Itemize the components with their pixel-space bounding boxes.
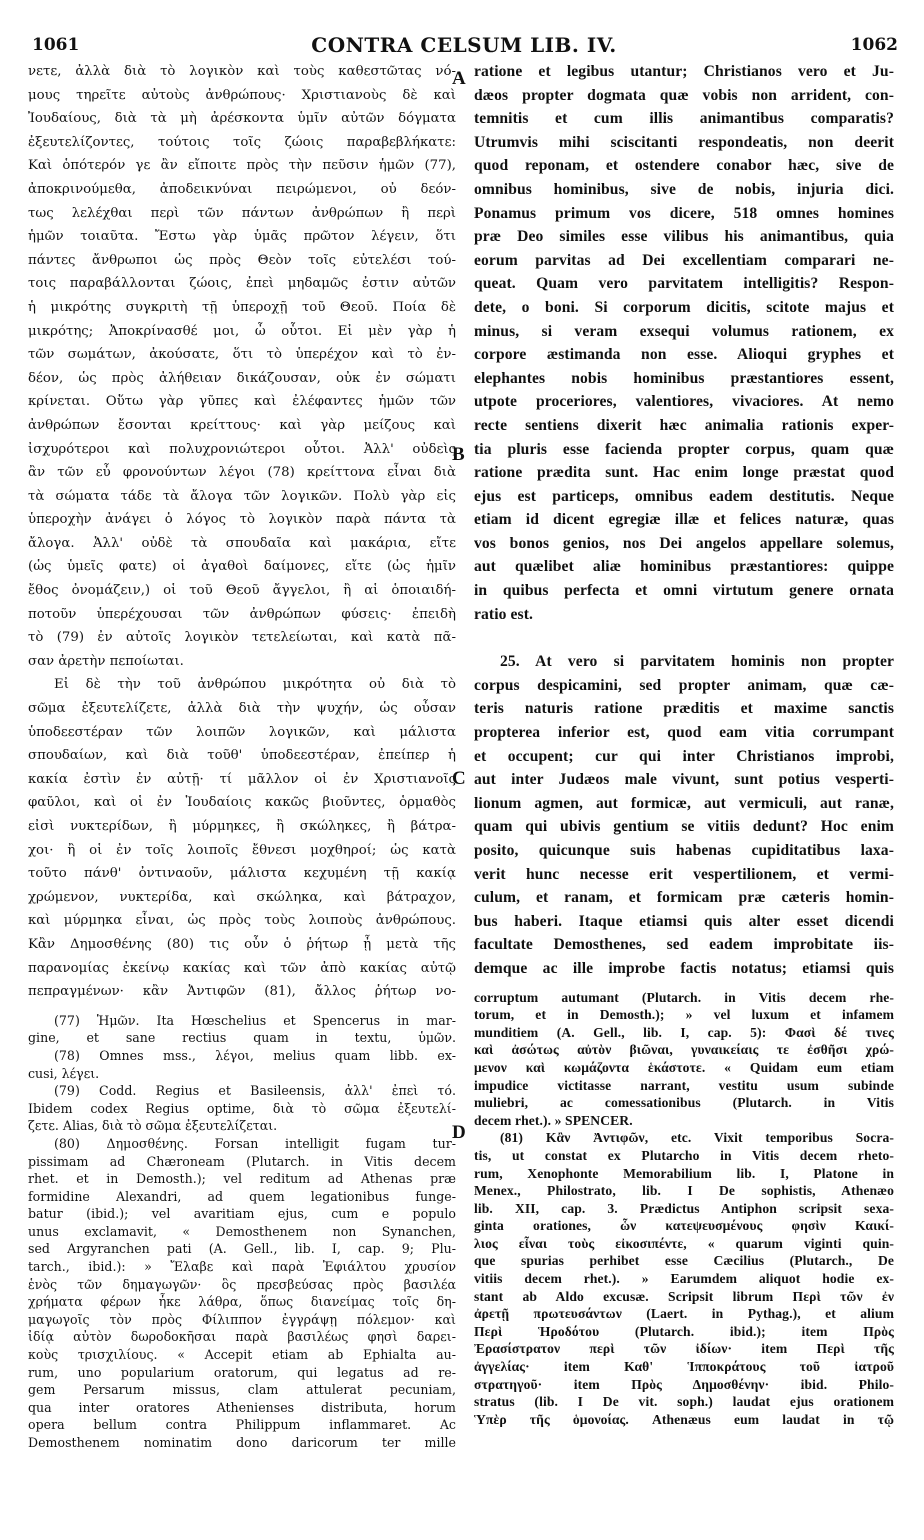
latin-text-line: eorum parvitas ad Dei excellentiam comparari ne- [474, 251, 894, 269]
greek-column [28, 60, 456, 1452]
greek-footnote-line: κοὺς τρισχιλίους. « Accepit etiam ab Ephialta au- [28, 1347, 456, 1363]
latin-text-line: ejus est particeps, omnibus eadem destitutis. Neque [474, 487, 894, 505]
greek-text-line: χρώμενον, νυκτερίδα, καὶ σκώληκα, καὶ βάτραχον, [28, 889, 456, 905]
latin-text-body [474, 60, 894, 981]
latin-text-line: utpote proceriores, valentiores, vivaciores. At nemo [474, 393, 894, 411]
margin-mark-d: D [452, 1122, 466, 1143]
latin-footnote-line: rum, Xenophonte Memorabilium lib. I, Platone in [474, 1165, 894, 1181]
latin-text-line: tia pluris esse facienda propter corpus, quam quæ [474, 440, 894, 458]
latin-text-line: teris naturis ratione præditis et maxime sanctis [474, 700, 894, 718]
latin-text-line: quam qui ubivis gentium se vitiis dedunt? Hoc enim [474, 818, 894, 836]
greek-text-line: ἄλογα. Ἀλλ' οὐδὲ τὰ σπουδαῖα καὶ μακάρια, εἴτε [28, 535, 456, 551]
latin-footnote-line: Ἐρασίστρατον περὶ τῶν ἰδίων· item Περὶ τῆς [474, 1341, 894, 1357]
greek-text-line: ἡμῶν τοιαῦτα. Ἔστω γὰρ ὑμᾶς πρῶτον λέγειν, ὅτι [28, 229, 456, 245]
latin-footnote-line: στρατηγοῦ· item Πρὸς Δημοσθένην· ibid. Philo- [474, 1376, 894, 1392]
latin-text-line: bus haberi. Itaque etiamsi quis alter esset dicendi [474, 912, 894, 930]
greek-footnote-line: tarch., ibid.): » Ἔλαβε καὶ παρὰ Ἐφιάλτου χρυσίον [28, 1259, 456, 1275]
latin-footnote-line: λιος εἶναι τοὺς εἰκοσιπέντε, « quarum viginti quin- [474, 1235, 894, 1251]
latin-text-line: facultate Demosthenes, sed eadem improbitate iis- [474, 936, 894, 954]
greek-text-line: ἀνθρώπων ἔσονται κρείττους· καὶ γὰρ μείζους καὶ [28, 417, 456, 433]
latin-text-line: aut quælibet aliæ hominibus præstantiores: quippe [474, 558, 894, 576]
greek-footnote-line: Ibidem codex Regius optime, διὰ τὸ σῶμα ἐξευτελί- [28, 1100, 456, 1116]
greek-text-line: καὶ μύρμηκα εἶναι, ὡς πρὸς τοὺς λοιποὺς ἀνθρώπους. [28, 913, 456, 929]
latin-footnote-line: ἀρετῇ πρωτευσάντων (Laert. in Pythag.), et alium [474, 1306, 894, 1322]
greek-text-line: ἰσχυρότεροι καὶ πολυχρονιώτεροι οὗτοι. Ἀλλ' οὐδεὶς [28, 441, 456, 457]
margin-mark-a: A [452, 68, 466, 89]
latin-footnote-line: munditiem (A. Gell., lib. I, cap. 5): Φασὶ δέ τινες [474, 1024, 894, 1040]
greek-footnote-line: (80) Δημοσθένης. Forsan intelligit fugam tur- [54, 1135, 456, 1151]
greek-text-line: Εἰ δὲ τὴν τοῦ ἀνθρώπου μικρότητα οὐ διὰ τὸ [54, 677, 456, 693]
greek-footnote-line: batur (ibid.); vel avaritiam ejus, cum e populo [28, 1206, 456, 1222]
latin-text-line: ratione prædita sunt. Hac enim longe præstat quod [474, 464, 894, 482]
latin-footnote-line: μενον καὶ κωμάζοντα ἑκάστοτε. « Quidam eum etiam [474, 1059, 894, 1075]
greek-text-line: εἰσὶ νυκτερίδων, ἢ μύρμηκες, ἢ σκώληκες, ἢ βάτρα- [28, 819, 456, 834]
greek-text-body [28, 60, 456, 1004]
latin-footnote-line: stratus (lib. I De vit. soph.) laudat ejus orationem [474, 1394, 894, 1410]
latin-footnote-line: vitiis decem rhet.). » Earumdem aliquot hodie ex- [474, 1271, 894, 1287]
latin-footnote-line: Ὑπὲρ τῆς ὁμονοίας. Athenæus eum laudat in τῷ [474, 1411, 894, 1427]
greek-footnote-line: sed Argyranchen pati (A. Gell., lib. I, cap. 9; Plu- [28, 1241, 456, 1257]
latin-footnote-line: impudice victitasse narrant, vestitu usum subinde [474, 1077, 894, 1093]
greek-footnote-line: (79) Codd. Regius et Basileensis, ἀλλ' ἐπεὶ τό. [54, 1083, 456, 1099]
latin-text-line: omnibus hominibus, sive de nobis, injuria dici. [474, 180, 894, 198]
latin-footnotes [474, 989, 894, 1429]
greek-text-line: τῶν σωμάτων, ἀκούσατε, ὅτι τὸ ὑπερέχον καὶ τὸ ἐν- [28, 347, 456, 363]
greek-text-line: ἂν τῶν εὖ φρονούντων λέγοι (78) κρείττονα εἶναι διὰ [28, 465, 456, 481]
latin-text-line: recte sentiens dixerit hæc animalia rationis exper- [474, 416, 894, 434]
greek-footnote-line: gine, et sane rectius quam in textu, ὑμῶν. [28, 1030, 456, 1046]
greek-footnote-line: χρήματα φέρων ἧκε λάθρα, ὅπως διανείμας τοῖς δη- [28, 1294, 456, 1310]
latin-text-line: quod reponam, et ostendere conabor hæc, sive de [474, 157, 894, 175]
latin-text-line: etiam id dicent egregiæ illæ et felices naturæ, quas [474, 511, 894, 529]
latin-text-line: dete, o boni. Si corporum dicitis, scitote majus et [474, 298, 894, 316]
latin-text-line: ratione et legibus utantur; Christianos vero et Ju- [474, 63, 894, 80]
running-title: CONTRA CELSUM LIB. IV. [311, 33, 617, 57]
greek-footnote-line: rhet. et in Demosth.); vel reditum ad Athenas præ [28, 1171, 456, 1187]
latin-footnote-line: καὶ ἀσώτως αὐτὸν βιῶναι, γυναικείαις τε ἐσθῆσι χρώ- [474, 1042, 894, 1058]
greek-text-line: πάντες ἄνθρωποι ὡς πρὸς Θεὸν τοῖς εὐτελέσι τού- [28, 252, 456, 268]
latin-text-line: dæos propter dogmata quæ vobis non arrident, con- [474, 86, 894, 104]
greek-footnote-line: Demosthenem nominatim dono daricorum ter mille [28, 1435, 456, 1450]
greek-text-line: Καὶ ὁπότερόν γε ἂν εἴποιτε πρὸς τὴν πεῦσιν ἡμῶν (77), [28, 158, 456, 174]
latin-footnote-line: que spurias perhibet esse Cæcilius (Plutarch., De [474, 1253, 894, 1269]
latin-text-line: Ponamus primum vos dicere, 518 omnes homines [474, 204, 894, 222]
latin-text-line: Utrumvis mihi sciscitanti respondeatis, non deerit [474, 133, 894, 151]
greek-footnote-line: (78) Omnes mss., λέγοι, melius quam libb. ex- [54, 1047, 456, 1063]
greek-text-line: σαν ἀρετὴν πεποίωται. [28, 653, 184, 669]
latin-footnote-line: tis, ut constat ex Plutarcho in Vitis decem rheto- [474, 1147, 894, 1163]
greek-footnote-line: formidine Alexandri, ad quem legationibus funge- [28, 1188, 456, 1204]
greek-text-line: χοι· ἢ οἱ ἐν τοῖς λοιποῖς ἔθνεσι μοχθηροί; ὡς κατὰ [28, 842, 456, 858]
greek-text-line: κακία ἐστὶν ἐν αὐτῇ· τί μᾶλλον οἱ ἐν Χριστιανοῖς [28, 771, 456, 787]
page-number-right: 1062 [850, 35, 898, 55]
greek-footnote-line: ἰδίᾳ αὐτὸν δωροδοκῆσαι παρὰ βασιλέως φησὶ δαρει- [28, 1329, 456, 1345]
latin-text-line: vos bonos genios, nos Dei angelos appellare solemus, [474, 534, 894, 552]
page-header [30, 33, 898, 55]
greek-text-line: ὑποδεεστέραν τῶν λοιπῶν λογικῶν, καὶ μάλιστα [28, 724, 456, 740]
latin-text-line: et occupent; cur qui inter Christianos improbi, [474, 747, 894, 765]
greek-text-line: πεπραγμένων· κἂν Ἀντιφῶν (81), ἄλλος ῥήτωρ νο- [28, 984, 456, 1000]
greek-text-line: μικρότης; Ἀποκρίνασθέ μοι, ὦ οὗτοι. Εἰ μὲν γὰρ ἡ [28, 323, 456, 339]
latin-text-line: aut inter Judæos male vivunt, sunt potius vesperti- [474, 771, 894, 789]
latin-text-line: elephantes nobis hominibus præstantiores essent, [474, 369, 894, 387]
greek-text-line: τοῦτο πάνθ' ὀντιναοῦν, μάλιστα κεχυμένη τῇ κακίᾳ [28, 866, 456, 882]
greek-footnotes [28, 1012, 456, 1452]
greek-text-line: ποτοῦν ὑπερέχουσαι τῶν ἀνθρώπων φύσεις· ἐπειδὴ [28, 606, 456, 622]
greek-footnote-line: unus exclamavit, « Demosthenem non Synanchen, [28, 1223, 456, 1239]
greek-text-line: σῶμα ἐξευτελίζετε, ἀλλὰ διὰ τὴν ψυχήν, ὡς οὖσαν [28, 701, 456, 717]
greek-footnote-line: gem Persarum missus, clam attulerat pecuniam, [28, 1382, 456, 1398]
greek-text-line: παρανομίας ἐκείνῳ κακίας καὶ τῶν ἀπὸ κακίας αὐτῷ [28, 960, 456, 976]
latin-text-line: propterea inferior est, quod eam vitia corrumpant [474, 724, 894, 742]
greek-footnote-line: cusi, λέγει. [28, 1065, 100, 1081]
latin-column [474, 60, 894, 1428]
greek-footnote-line: μαγωγοῖς τὸν πρὸς Φίλιππον ἐγγράψῃ πόλεμον· καὶ [28, 1311, 456, 1327]
greek-text-line: (ὡς ὑμεῖς φατε) οἱ ἀγαθοὶ δαίμονες, εἴτε (ὡς ἡμῖν [28, 559, 456, 575]
latin-text-line: posito, quicunque suis habenas cupiditatibus laxa- [474, 842, 894, 859]
latin-footnote-line: muliebri, ac comessationibus (Plutarch. in Vitis [474, 1095, 894, 1111]
greek-text-line: Ἰουδαίους, διὰ τὰ μὴ ἀρέσκοντα ὑμῖν αὐτῶν δόγματα [28, 111, 456, 127]
latin-footnote-line: torum, et in Demosth.); » vel luxum et infamem [474, 1007, 894, 1023]
latin-footnote-line: Menex., Philostrato, lib. I De sophistis, Athenæo [474, 1183, 894, 1199]
greek-footnote-line: pissimam ad Chæroneam (Plutarch. in Vitis decem [28, 1153, 456, 1169]
greek-text-line: Κἂν Δημοσθένης (80) τις οὖν ὁ ῥήτωρ ᾖ μετὰ τῆς [28, 936, 456, 952]
latin-text-line: ratio est. [474, 605, 534, 623]
page-number-left: 1061 [32, 35, 80, 55]
latin-footnote-line: decem rhet.). » SPENCER. [474, 1112, 633, 1128]
latin-footnote-line: (81) Κἂν Ἀντιφῶν, etc. Vixit temporibus Socra- [500, 1130, 894, 1146]
greek-footnote-line: qua inter oratores Athenienses distributa, horum [28, 1399, 456, 1415]
greek-footnote-line: opera bellum contra Philippum inflammaret. Ac [28, 1417, 456, 1433]
latin-footnote-line: lib. XII, cap. 3. Prædictus Antiphon scripsit sexa- [474, 1200, 894, 1216]
latin-footnote-line: stant ab Aldo excusæ. Scripsit librum Περὶ τῶν ἐν [474, 1288, 894, 1304]
greek-text-line: τὸ (79) ἐν αὐτοῖς λογικὸν τετελείωται, καὶ κατὰ πᾶ- [28, 630, 456, 646]
latin-text-line: in quibus perfecta et omni virtutum genere ornata [474, 582, 894, 600]
latin-text-line: corpore æstimanda non esse. Alioqui gryphes et [474, 346, 894, 364]
greek-footnote-line: ἑνὸς τῶν δημαγωγῶν· ὃς πρεσβεύσας πρὸς βασιλέα [28, 1276, 456, 1292]
latin-text-line: queat. Quam vero parvitatem intelligitis? Respon- [474, 275, 894, 293]
latin-text-line: minus, si veram exsequi volumus rationem, ex [474, 322, 894, 340]
margin-mark-b: B [452, 444, 465, 465]
latin-text-line: culum, et ranam, et formicam præ cæteris homin- [474, 889, 894, 907]
greek-footnote-line: (77) Ἡμῶν. Ita Hœschelius et Spencerus in mar- [54, 1012, 456, 1028]
latin-text-line: 25. At vero si parvitatem hominis non propter [500, 653, 894, 671]
greek-text-line: τως λελέχθαι περὶ τῶν πάντων ἀνθρώπων ἢ περὶ [28, 205, 456, 221]
latin-text-line: corpus despicamini, sed propter animam, quæ cæ- [474, 676, 894, 694]
greek-text-line: ἔθος ὀνομάζειν,) οἱ τοῦ Θεοῦ ἄγγελοι, ἢ αἱ ὁποιαιδή- [28, 583, 456, 599]
greek-text-line: σπουδαίων, καὶ διὰ τοῦθ' ὑποδεεστέραν, ἐπείπερ ἡ [28, 748, 456, 764]
greek-text-line: ἡ μικρότης συγκριτὴ τῇ ὑπεροχῇ τοῦ Θεοῦ. Ποία δὲ [28, 299, 456, 315]
greek-text-line: μους τηρεῖτε αὐτοὺς ἀνθρώπους· Χριστιανοὺς δὲ καὶ [28, 87, 456, 103]
latin-footnote-line: Περὶ Ἡροδότου (Plutarch. ibid.); item Πρὸς [474, 1323, 894, 1339]
latin-footnote-line: ἀγγελίας· item Καθ' Ἱπποκράτους τοῦ ἰατροῦ [474, 1359, 894, 1375]
greek-text-line: ὑπεροχὴν ἀνάγει ὁ λόγος τὸ λογικὸν παρὰ πάντα τὰ [28, 512, 456, 528]
margin-mark-c: C [452, 768, 466, 789]
latin-text-line: temnitis et cum illis animantibus comparatis? [474, 110, 894, 128]
greek-text-line: τὰ σώματα τάδε τὰ ἄλογα τῶν λογικῶν. Πολὺ γὰρ εἰς [28, 488, 456, 504]
greek-footnote-line: rum, uno popularium oratorum, qui legatus ad re- [28, 1364, 456, 1380]
latin-text-line: lionum agmen, aut formicæ, aut vermiculi, aut ranæ, [474, 794, 894, 812]
latin-footnote-line: ginta orationes, ὧν κατεψευσμένους φησὶν Καικί- [474, 1218, 894, 1234]
latin-text-line: verit hunc necesse erit vespertilionem, et vermi- [474, 865, 894, 883]
latin-text-line: præ Deo similes esse vilibus his animantibus, quia [474, 228, 894, 246]
latin-text-line: demque ac ille improbe factis notatus; etiamsi quis [474, 959, 894, 977]
greek-text-line: τοις παραβάλλονται ζώοις, ἐπεὶ μηδαμῶς ἐστιν αὐτῶν [28, 276, 456, 292]
greek-footnote-line: ζετε. Alias, διὰ τὸ σῶμα ἐξευτελίζεται. [28, 1118, 278, 1134]
greek-text-line: ἀποκρινούμεθα, ἀποδεικνύναι πειρώμενοι, οὐ δεόν- [28, 181, 456, 197]
greek-text-line: φαῦλοι, καὶ οἱ ἐν Ἰουδαίοις κακῶς βιοῦντες, ὁρμαθὸς [28, 795, 456, 811]
greek-text-line: κρίνεται. Οὕτω γὰρ γῦπες καὶ ἐλέφαντες ἡμῶν τῶν [28, 394, 456, 410]
greek-text-line: ἐξευτελίζοντες, τούτοις τοῖς ζώοις παραβεβλήκατε: [28, 134, 456, 150]
greek-text-line: νετε, ἀλλὰ διὰ τὸ λογικὸν καὶ τοὺς καθεστῶτας νό- [28, 64, 456, 79]
latin-footnote-line: corruptum autumant (Plutarch. in Vitis decem rhe- [474, 989, 894, 1005]
greek-text-line: δέον, ὡς πρὸς ἀλήθειαν δικάζουσαν, οὐκ ἐν σώματι [28, 370, 456, 386]
